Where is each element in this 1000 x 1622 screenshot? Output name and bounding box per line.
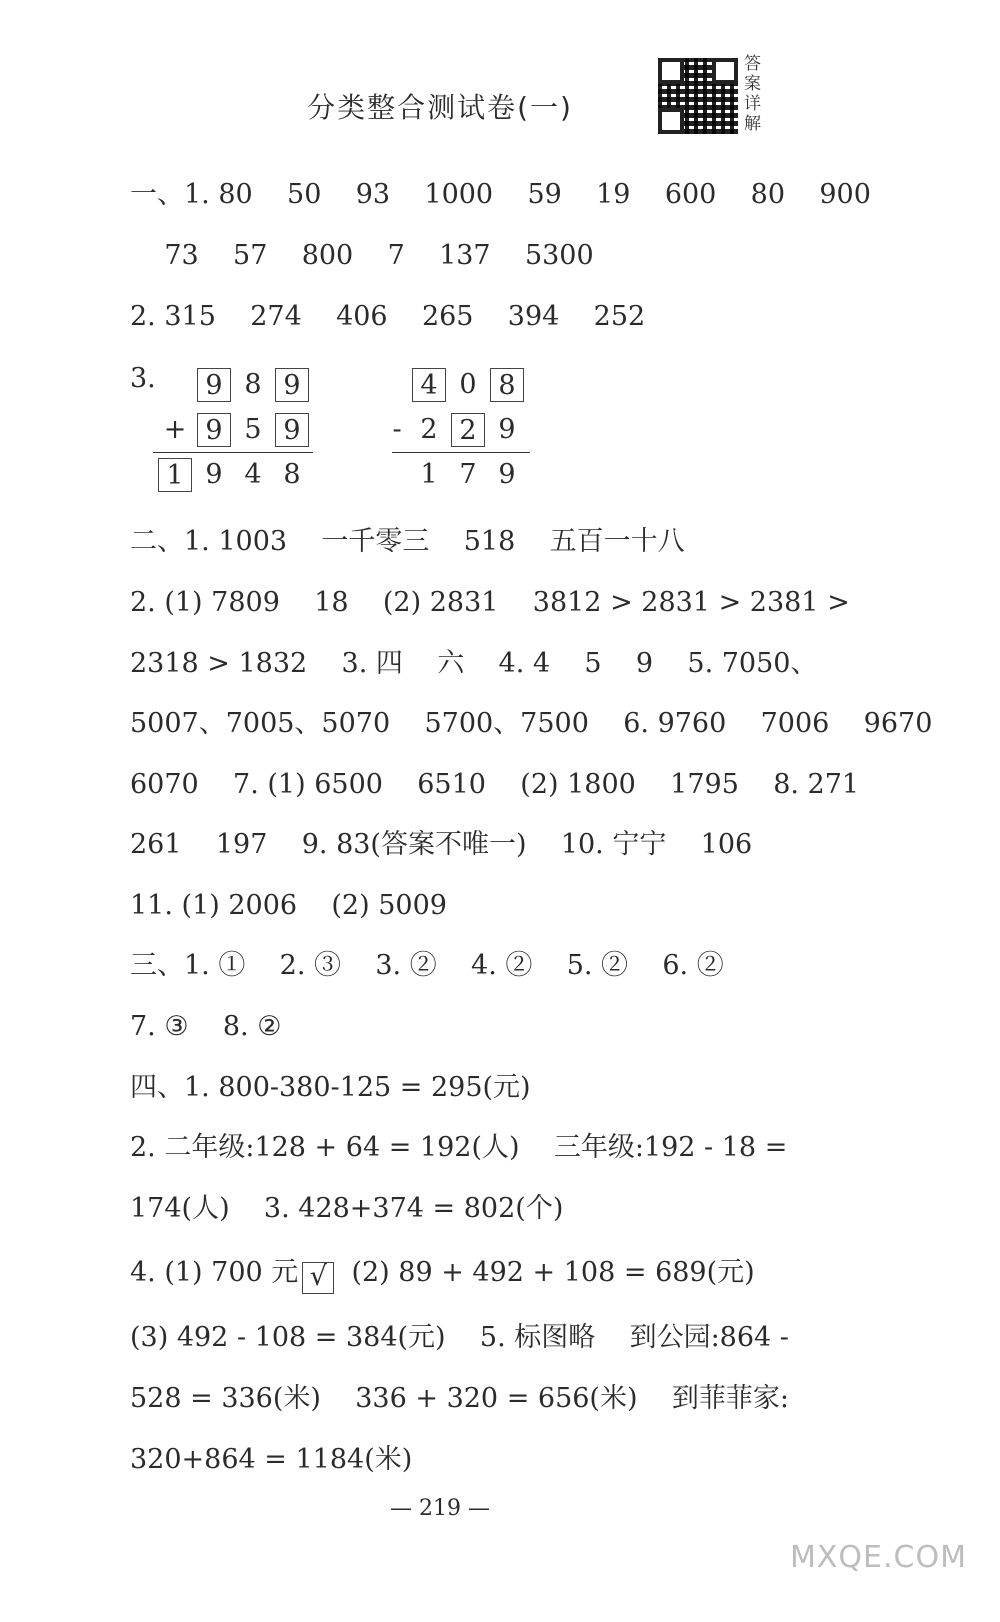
answer-line: 11. (1) 2006 (2) 5009: [130, 890, 447, 921]
answer-line: 2318 > 1832 3. 四 六 4. 4 5 9 5. 7050、: [130, 648, 818, 679]
digit: 9: [498, 414, 516, 445]
qr-code-icon: [658, 58, 738, 134]
line-text: (2) 89 + 492 + 108 = 689(元): [334, 1257, 755, 1288]
sum-line: [153, 452, 313, 453]
answer-line: 四、1. 800-380-125 = 295(元): [130, 1072, 531, 1103]
digit-box: 9: [275, 368, 309, 402]
digit: 5: [244, 414, 262, 445]
answer-line-with-check: [130, 1256, 755, 1294]
digit: 0: [459, 369, 477, 400]
qr-corner: [712, 58, 738, 84]
answer-line: 174(人) 3. 428+374 = 802(个): [130, 1193, 564, 1224]
line-text: 4. (1) 700 元: [130, 1257, 299, 1288]
digit-box: 9: [197, 368, 231, 402]
answer-line: 261 197 9. 83(答案不唯一) 10. 宁宁 106: [130, 829, 753, 860]
qr-corner: [658, 58, 684, 84]
digit-box: 1: [158, 458, 192, 492]
page-number: — 219 —: [390, 1496, 490, 1521]
answer-line: (3) 492 - 108 = 384(元) 5. 标图略 到公园:864 -: [130, 1322, 789, 1353]
answer-line: 320+864 = 1184(米): [130, 1444, 413, 1475]
answer-line: 2. (1) 7809 18 (2) 2831 3812 > 2831 > 2381 >: [130, 587, 850, 618]
qr-label: 答案详解: [744, 54, 761, 134]
answer-line: 6070 7. (1) 6500 6510 (2) 1800 1795 8. 271: [130, 769, 860, 800]
digit: 9: [205, 459, 223, 490]
answer-line: 二、1. 1003 一千零三 518 五百一十八: [130, 526, 685, 557]
answer-line: 73 57 800 7 137 5300: [130, 240, 594, 271]
watermark: MXQE.COM: [790, 1540, 967, 1575]
answer-line: 2. 二年级:128 + 64 = 192(人) 三年级:192 - 18 =: [130, 1132, 788, 1163]
digit-box: 8: [490, 368, 524, 402]
check-mark-icon: √: [302, 1262, 334, 1294]
q3-label: 3.: [130, 363, 156, 394]
operator: +: [163, 414, 187, 445]
digit: 1: [420, 459, 438, 490]
digit: 7: [459, 459, 477, 490]
answer-line: 5007、7005、5070 5700、7500 6. 9760 7006 9670: [130, 708, 933, 739]
answer-line: 2. 315 274 406 265 394 252: [130, 301, 646, 332]
answer-line: 7. ③ 8. ②: [130, 1011, 282, 1042]
operator: -: [392, 414, 402, 445]
answer-line: 一、1. 80 50 93 1000 59 19 600 80 900: [130, 179, 871, 210]
digit: 2: [420, 414, 438, 445]
page-title: 分类整合测试卷(一): [307, 91, 573, 124]
digit: 8: [244, 369, 262, 400]
digit: 9: [498, 459, 516, 490]
answer-line: 528 = 336(米) 336 + 320 = 656(米) 到菲菲家:: [130, 1383, 789, 1414]
digit-box: 2: [451, 413, 485, 447]
qr-corner: [658, 108, 684, 134]
answer-line: 三、1. ① 2. ③ 3. ② 4. ② 5. ② 6. ②: [130, 950, 724, 981]
digit-box: 9: [197, 413, 231, 447]
digit: 8: [283, 459, 301, 490]
digit: 4: [244, 459, 262, 490]
digit-box: 9: [275, 413, 309, 447]
digit-box: 4: [412, 368, 446, 402]
difference-line: [392, 452, 530, 453]
